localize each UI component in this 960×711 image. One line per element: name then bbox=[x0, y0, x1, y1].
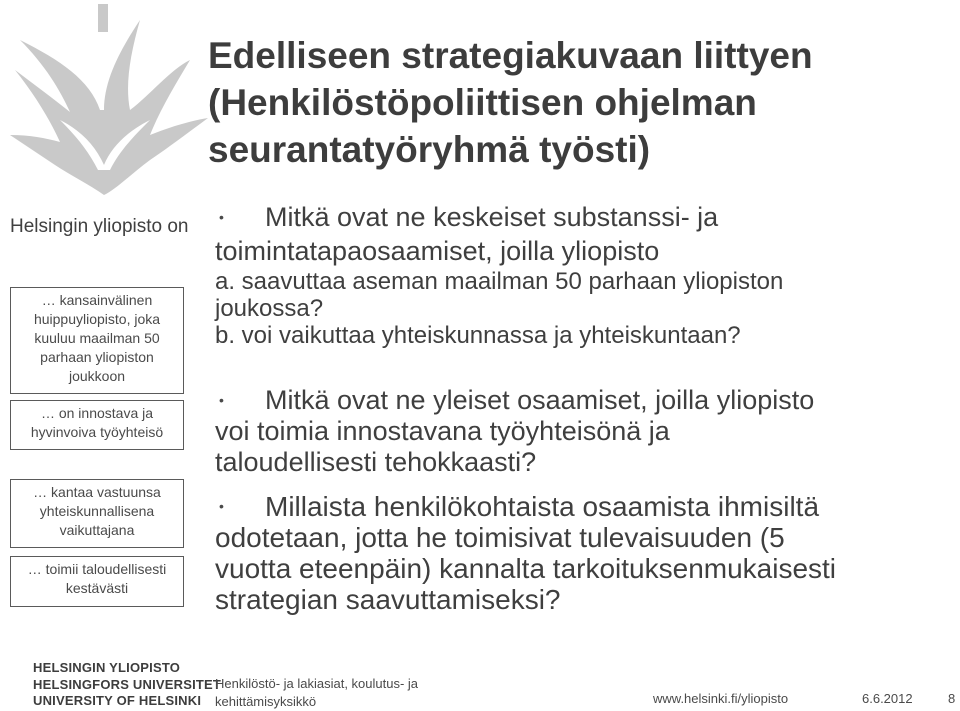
sidebar-box-international bbox=[10, 287, 184, 394]
footer-unit-line: Henkilöstö- ja lakiasiat, koulutus- ja bbox=[215, 676, 419, 691]
sidebar-text: vaikuttajana bbox=[59, 522, 135, 538]
sidebar-text: yhteiskunnallisena bbox=[39, 503, 155, 519]
sub-item-line: b. voi vaikuttaa yhteiskunnassa ja yhteiskuntaan? bbox=[215, 322, 741, 349]
footer-unit bbox=[215, 675, 418, 711]
bullet-line: vuotta eteenpäin) kannalta tarkoituksenmukaisesti bbox=[215, 553, 837, 584]
sidebar-heading: Helsingin yliopisto on bbox=[10, 216, 189, 237]
bullet-text: Mitkä ovat ne yleiset osaamiset, joilla yliopisto bbox=[265, 385, 815, 415]
bullet-item bbox=[215, 385, 814, 478]
flame-icon bbox=[0, 0, 215, 195]
sidebar-text: kestävästi bbox=[65, 580, 129, 596]
title-line: (Henkilöstöpoliittisen ohjelman bbox=[208, 82, 757, 123]
bullet-item bbox=[215, 491, 836, 615]
sidebar-box-economy bbox=[10, 556, 184, 607]
bullet-line bbox=[215, 200, 783, 234]
sub-item-line: a. saavuttaa aseman maailman 50 parhaan yliopiston bbox=[215, 268, 784, 295]
bullet-line: odotetaan, jotta he toimisivat tulevaisuuden (5 bbox=[215, 522, 785, 553]
sidebar-box-society bbox=[10, 479, 184, 548]
wordmark-line: HELSINGFORS UNIVERSITET bbox=[33, 676, 222, 692]
sub-item-line: joukossa? bbox=[215, 295, 324, 322]
title-line: seurantatyöryhmä työsti) bbox=[208, 129, 651, 170]
bullet-line: taloudellisesti tehokkaasti? bbox=[215, 447, 537, 477]
wordmark-line: HELSINGIN YLIOPISTO bbox=[33, 660, 181, 675]
footer-unit-line: kehittämisyksikkö bbox=[215, 694, 317, 709]
bullet-line: toimintatapaosaamiset, joilla yliopisto bbox=[215, 236, 660, 266]
bullet-line: strategian saavuttamiseksi? bbox=[215, 584, 561, 615]
bullet-icon: • bbox=[219, 209, 224, 225]
sidebar-text: joukkoon bbox=[68, 368, 126, 384]
footer-date: 6.6.2012 bbox=[862, 691, 913, 706]
bullet-text: Millaista henkilökohtaista osaamista ihmisiltä bbox=[265, 491, 820, 522]
bullet-icon: • bbox=[219, 498, 224, 514]
title-line: Edelliseen strategiakuvaan liittyen bbox=[208, 35, 813, 76]
bullet-icon: • bbox=[219, 392, 224, 408]
bullet-line bbox=[215, 385, 814, 416]
bullet-line bbox=[215, 491, 836, 522]
sidebar-text: … toimii taloudellisesti bbox=[27, 561, 167, 577]
sidebar-text: huippuyliopisto, joka bbox=[33, 311, 161, 327]
sidebar-text: parhaan yliopiston bbox=[40, 349, 154, 365]
sidebar-text: … kantaa vastuunsa bbox=[33, 484, 161, 500]
bullet-item bbox=[215, 200, 783, 349]
bullet-text: Mitkä ovat ne keskeiset substanssi- ja bbox=[265, 202, 719, 232]
page-number: 8 bbox=[948, 691, 956, 706]
footer-url: www.helsinki.fi/yliopisto bbox=[653, 691, 789, 706]
sidebar-box-workplace bbox=[10, 400, 184, 450]
page-title bbox=[208, 32, 953, 173]
wordmark-line: UNIVERSITY OF HELSINKI bbox=[33, 693, 202, 708]
sidebar-text: hyvinvoiva työyhteisö bbox=[30, 424, 164, 440]
university-wordmark bbox=[33, 660, 221, 710]
sidebar-text: … kansainvälinen bbox=[41, 292, 153, 308]
sidebar-text: … on innostava ja bbox=[40, 405, 154, 421]
sidebar-text: kuuluu maailman 50 bbox=[34, 330, 160, 346]
bullet-line: voi toimia innostavana työyhteisönä ja bbox=[215, 416, 670, 446]
